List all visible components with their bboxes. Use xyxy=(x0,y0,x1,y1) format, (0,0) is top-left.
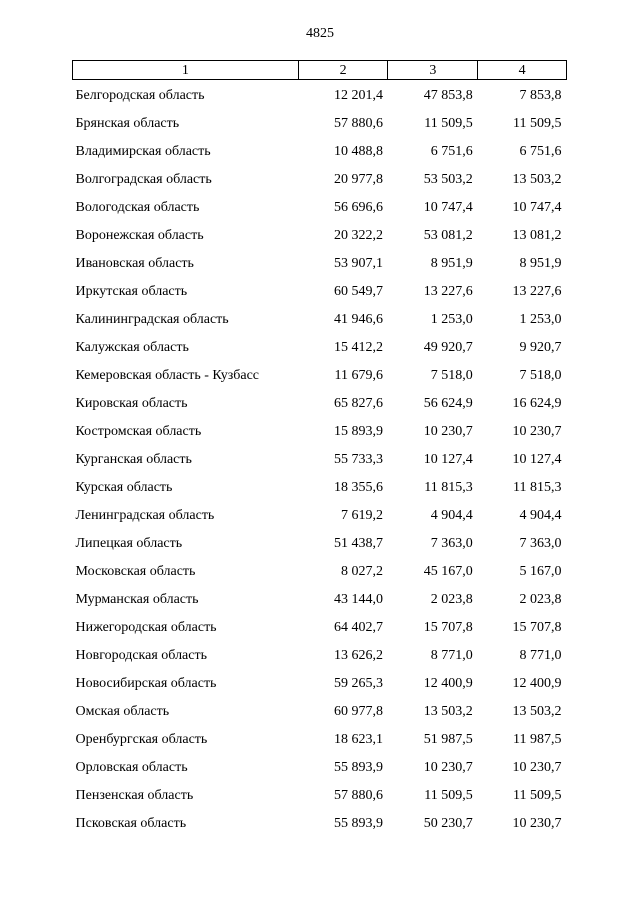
value-col-3: 45 167,0 xyxy=(423,564,473,579)
value-col-2: 8 027,2 xyxy=(340,564,383,579)
value-col-3: 12 400,9 xyxy=(423,676,473,691)
value-col-2: 64 402,7 xyxy=(333,620,383,635)
column-header-3: 3 xyxy=(388,61,478,80)
value-col-3: 53 503,2 xyxy=(423,172,473,187)
region-name: Кировская область xyxy=(75,396,188,411)
region-name: Мурманская область xyxy=(75,592,199,607)
table-body xyxy=(73,80,567,839)
value-col-2: 60 549,7 xyxy=(333,284,383,299)
table-row xyxy=(73,810,567,838)
region-name: Вологодская область xyxy=(75,200,200,215)
table-row xyxy=(73,754,567,782)
value-col-2: 20 977,8 xyxy=(333,172,383,187)
value-col-3: 7 518,0 xyxy=(430,368,473,383)
value-col-2: 65 827,6 xyxy=(333,396,383,411)
table-row xyxy=(73,362,567,390)
value-col-2: 12 201,4 xyxy=(333,88,383,103)
data-table xyxy=(72,60,567,838)
region-name: Калужская область xyxy=(75,340,189,355)
value-col-3: 10 230,7 xyxy=(423,760,473,775)
table-row xyxy=(73,334,567,362)
table-row xyxy=(73,390,567,418)
value-col-4: 2 023,8 xyxy=(519,592,562,607)
value-col-3: 8 951,9 xyxy=(430,256,473,271)
value-col-3: 11 509,5 xyxy=(424,788,473,803)
value-col-2: 57 880,6 xyxy=(333,788,383,803)
column-header-1: 1 xyxy=(73,61,299,80)
value-col-4: 13 081,2 xyxy=(512,228,562,243)
table-row xyxy=(73,166,567,194)
table-row xyxy=(73,306,567,334)
region-name: Пензенская область xyxy=(75,788,194,803)
value-col-2: 7 619,2 xyxy=(340,508,383,523)
region-name: Белгородская область xyxy=(75,88,205,103)
region-name: Курганская область xyxy=(75,452,192,467)
value-col-2: 18 623,1 xyxy=(333,732,383,747)
region-name: Владимирская область xyxy=(75,144,211,159)
value-col-2: 57 880,6 xyxy=(333,116,383,131)
value-col-3: 1 253,0 xyxy=(430,312,473,327)
value-col-4: 15 707,8 xyxy=(512,620,562,635)
table-header xyxy=(73,61,567,80)
table-row xyxy=(73,614,567,642)
table-row xyxy=(73,446,567,474)
value-col-3: 11 815,3 xyxy=(424,480,473,495)
value-col-4: 13 227,6 xyxy=(512,284,562,299)
region-name: Курская область xyxy=(75,480,173,495)
region-name: Ивановская область xyxy=(75,256,194,271)
value-col-4: 8 771,0 xyxy=(519,648,562,663)
value-col-3: 49 920,7 xyxy=(423,340,473,355)
value-col-3: 7 363,0 xyxy=(430,536,473,551)
table-row xyxy=(73,110,567,138)
value-col-3: 51 987,5 xyxy=(423,732,473,747)
value-col-3: 11 509,5 xyxy=(424,116,473,131)
region-name: Орловская область xyxy=(75,760,188,775)
value-col-2: 55 893,9 xyxy=(333,816,383,831)
value-col-2: 41 946,6 xyxy=(333,312,383,327)
table-row xyxy=(73,502,567,530)
region-name: Костромская область xyxy=(75,424,202,439)
header-row xyxy=(73,61,567,80)
table-row xyxy=(73,642,567,670)
value-col-4: 11 815,3 xyxy=(513,480,562,495)
value-col-2: 55 893,9 xyxy=(333,760,383,775)
table-row xyxy=(73,726,567,754)
value-col-3: 2 023,8 xyxy=(430,592,473,607)
value-col-4: 11 509,5 xyxy=(513,116,562,131)
region-name: Волгоградская область xyxy=(75,172,212,187)
column-header-2: 2 xyxy=(298,61,388,80)
region-name: Омская область xyxy=(75,704,170,719)
value-col-2: 15 893,9 xyxy=(333,424,383,439)
value-col-4: 7 853,8 xyxy=(519,88,562,103)
value-col-4: 9 920,7 xyxy=(519,340,562,355)
value-col-4: 11 987,5 xyxy=(513,732,562,747)
region-name: Московская область xyxy=(75,564,196,579)
value-col-2: 51 438,7 xyxy=(333,536,383,551)
region-name: Новосибирская область xyxy=(75,676,217,691)
value-col-2: 20 322,2 xyxy=(333,228,383,243)
page-number: 4825 xyxy=(306,26,334,41)
region-name: Новгородская область xyxy=(75,648,207,663)
column-header-4: 4 xyxy=(478,61,567,80)
table-row xyxy=(73,222,567,250)
value-col-4: 5 167,0 xyxy=(519,564,562,579)
value-col-4: 11 509,5 xyxy=(513,788,562,803)
value-col-2: 60 977,8 xyxy=(333,704,383,719)
table-row xyxy=(73,782,567,810)
table-row xyxy=(73,138,567,166)
value-col-3: 4 904,4 xyxy=(430,508,473,523)
value-col-4: 10 230,7 xyxy=(512,424,562,439)
region-name: Иркутская область xyxy=(75,284,188,299)
value-col-4: 10 230,7 xyxy=(512,816,562,831)
value-col-4: 7 518,0 xyxy=(519,368,562,383)
value-col-2: 15 412,2 xyxy=(333,340,383,355)
value-col-2: 13 626,2 xyxy=(333,648,383,663)
value-col-4: 6 751,6 xyxy=(519,144,562,159)
value-col-4: 8 951,9 xyxy=(519,256,562,271)
value-col-3: 13 227,6 xyxy=(423,284,473,299)
value-col-2: 11 679,6 xyxy=(334,368,383,383)
region-name: Брянская область xyxy=(75,116,180,131)
value-col-4: 13 503,2 xyxy=(512,704,562,719)
value-col-4: 10 230,7 xyxy=(512,760,562,775)
table-row xyxy=(73,474,567,502)
table-row xyxy=(73,80,567,111)
value-col-4: 12 400,9 xyxy=(512,676,562,691)
table-row xyxy=(73,250,567,278)
table-row xyxy=(73,530,567,558)
value-col-2: 56 696,6 xyxy=(333,200,383,215)
value-col-3: 15 707,8 xyxy=(423,620,473,635)
table-row xyxy=(73,558,567,586)
value-col-2: 10 488,8 xyxy=(333,144,383,159)
value-col-3: 56 624,9 xyxy=(423,396,473,411)
value-col-4: 13 503,2 xyxy=(512,172,562,187)
value-col-4: 7 363,0 xyxy=(519,536,562,551)
value-col-3: 10 230,7 xyxy=(423,424,473,439)
region-name: Ленинградская область xyxy=(75,508,215,523)
value-col-3: 10 127,4 xyxy=(423,452,473,467)
value-col-2: 55 733,3 xyxy=(333,452,383,467)
value-col-4: 10 747,4 xyxy=(512,200,562,215)
value-col-4: 10 127,4 xyxy=(512,452,562,467)
value-col-3: 10 747,4 xyxy=(423,200,473,215)
table-row xyxy=(73,670,567,698)
value-col-3: 47 853,8 xyxy=(423,88,473,103)
table-row xyxy=(73,194,567,222)
value-col-3: 8 771,0 xyxy=(430,648,473,663)
region-name: Псковская область xyxy=(75,816,187,831)
value-col-2: 18 355,6 xyxy=(333,480,383,495)
value-col-4: 4 904,4 xyxy=(519,508,562,523)
value-col-2: 53 907,1 xyxy=(333,256,383,271)
region-name: Липецкая область xyxy=(75,536,183,551)
region-name: Воронежская область xyxy=(75,228,204,243)
value-col-3: 50 230,7 xyxy=(423,816,473,831)
region-name: Нижегородская область xyxy=(75,620,217,635)
value-col-3: 6 751,6 xyxy=(430,144,473,159)
value-col-3: 13 503,2 xyxy=(423,704,473,719)
table-row xyxy=(73,418,567,446)
value-col-2: 43 144,0 xyxy=(333,592,383,607)
value-col-4: 1 253,0 xyxy=(519,312,562,327)
region-name: Оренбургская область xyxy=(75,732,208,747)
region-name: Калининградская область xyxy=(75,312,229,327)
value-col-3: 53 081,2 xyxy=(423,228,473,243)
value-col-2: 59 265,3 xyxy=(333,676,383,691)
table-row xyxy=(73,278,567,306)
table-row xyxy=(73,698,567,726)
value-col-4: 16 624,9 xyxy=(512,396,562,411)
table-row xyxy=(73,586,567,614)
region-name: Кемеровская область - Кузбасс xyxy=(75,368,260,383)
